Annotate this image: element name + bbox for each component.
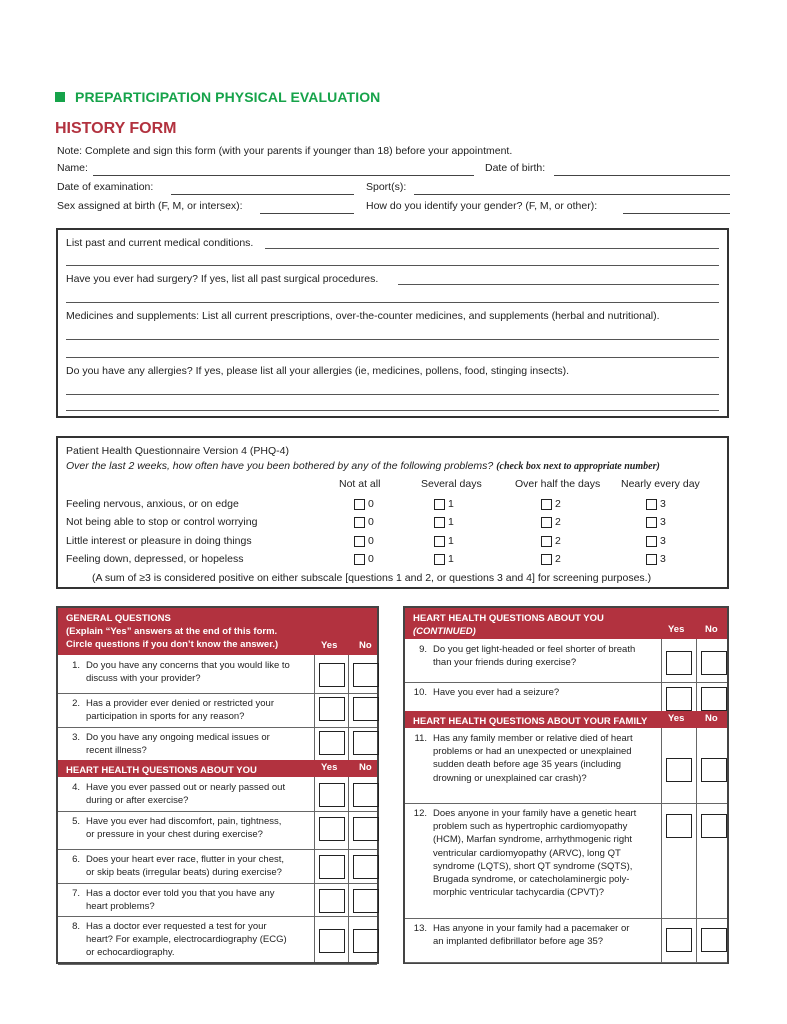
phq-score-label: 2 bbox=[555, 498, 561, 510]
phq-item-4-score-0-checkbox[interactable] bbox=[354, 554, 365, 565]
heart-q4-yes-checkbox[interactable] bbox=[319, 783, 345, 807]
phq-item-label: Feeling nervous, anxious, or on edge bbox=[66, 498, 239, 510]
section-header-text: (Explain “Yes” answers at the end of this form. bbox=[66, 626, 278, 637]
phq-footnote: (A sum of ≥3 is considered positive on either subscale [questions 1 and 2, or questions 3 and 4] for screening purposes.) bbox=[92, 572, 652, 584]
heart-q7-yes-checkbox[interactable] bbox=[319, 889, 345, 913]
heart-q6-no-checkbox[interactable] bbox=[353, 855, 379, 879]
field-row-exam bbox=[57, 181, 730, 197]
question-line: heart? For example, electrocardiography (ECG) bbox=[86, 934, 287, 946]
phq-title: Patient Health Questionnaire Version 4 (PHQ-4) bbox=[66, 445, 289, 457]
surgery-field-line2[interactable] bbox=[66, 302, 719, 303]
phq-item-label: Feeling down, depressed, or hopeless bbox=[66, 553, 244, 565]
row-divider bbox=[405, 918, 727, 919]
phq-item-1-score-0-checkbox[interactable] bbox=[354, 499, 365, 510]
general-q3-no-checkbox[interactable] bbox=[353, 731, 379, 755]
medical-history-box bbox=[56, 228, 729, 418]
allergies-field-line1[interactable] bbox=[66, 394, 719, 395]
gender-field[interactable] bbox=[623, 213, 730, 214]
allergies-field-line2[interactable] bbox=[66, 410, 719, 411]
question-line: Have you ever had a seizure? bbox=[433, 687, 560, 698]
yes-column-header: Yes bbox=[321, 640, 338, 651]
family-questions-header bbox=[405, 711, 727, 728]
question-line: problems or had an unexpected or unexplained bbox=[433, 746, 632, 758]
section-header-text: GENERAL QUESTIONS bbox=[66, 613, 171, 624]
sports-field[interactable] bbox=[414, 194, 730, 195]
green-square-icon bbox=[55, 92, 65, 102]
phq-item-2-score-0-checkbox[interactable] bbox=[354, 517, 365, 528]
phq-instruction: (check box next to appropriate number) bbox=[496, 461, 660, 472]
phq-score-label: 3 bbox=[660, 516, 666, 528]
row-divider bbox=[405, 682, 727, 683]
row-divider bbox=[58, 693, 377, 694]
row-divider bbox=[405, 962, 727, 963]
phq-item-3-score-2-checkbox[interactable] bbox=[541, 536, 552, 547]
phq-score-label: 2 bbox=[555, 553, 561, 565]
question-number: 9. bbox=[419, 644, 427, 655]
question-number: 3. bbox=[72, 732, 80, 743]
yes-column-header: Yes bbox=[321, 762, 338, 773]
medicines-field-line2[interactable] bbox=[66, 357, 719, 358]
row-divider bbox=[58, 849, 377, 850]
phq-item-4-score-2-checkbox[interactable] bbox=[541, 554, 552, 565]
question-line: drowning or unexplained car crash)? bbox=[433, 772, 587, 784]
question-number: 13. bbox=[413, 923, 427, 934]
question-line: an implanted defibrillator before age 35? bbox=[433, 936, 604, 948]
row-divider bbox=[58, 883, 377, 884]
phq4-box bbox=[56, 436, 729, 589]
conditions-label: List past and current medical conditions. bbox=[66, 237, 254, 249]
gender-label: How do you identify your gender? (F, M, or other): bbox=[366, 200, 598, 212]
heart-q7-no-checkbox[interactable] bbox=[353, 889, 379, 913]
question-line: heart problems? bbox=[86, 901, 155, 913]
phq-item-2-score-3-checkbox[interactable] bbox=[646, 517, 657, 528]
surgery-label: Have you ever had surgery? If yes, list all past surgical procedures. bbox=[66, 273, 379, 285]
question-number: 2. bbox=[72, 698, 80, 709]
heart-q8-yes-checkbox[interactable] bbox=[319, 929, 345, 953]
yes-column-header: Yes bbox=[668, 713, 685, 724]
question-line: Have you ever passed out or nearly passed out bbox=[86, 782, 286, 793]
question-line: Do you have any ongoing medical issues or bbox=[86, 732, 270, 743]
phq-score-label: 1 bbox=[448, 498, 454, 510]
general-questions-table bbox=[56, 606, 379, 964]
general-q2-yes-checkbox[interactable] bbox=[319, 697, 345, 721]
row-divider bbox=[58, 811, 377, 812]
phq-col-2: Over half the days bbox=[515, 478, 601, 490]
section-header bbox=[55, 88, 380, 106]
general-q3-yes-checkbox[interactable] bbox=[319, 731, 345, 755]
column-divider bbox=[661, 608, 662, 962]
phq-score-label: 1 bbox=[448, 516, 454, 528]
phq-item-1-score-2-checkbox[interactable] bbox=[541, 499, 552, 510]
heart-q6-yes-checkbox[interactable] bbox=[319, 855, 345, 879]
question-line: recent illness? bbox=[86, 745, 147, 757]
sex-label: Sex assigned at birth (F, M, or intersex): bbox=[57, 200, 243, 212]
field-row-sex bbox=[57, 200, 730, 216]
heart-q10-no-checkbox[interactable] bbox=[701, 687, 727, 711]
surgery-field[interactable] bbox=[398, 284, 719, 285]
conditions-field-line2[interactable] bbox=[66, 265, 719, 266]
question-line: than your friends during exercise? bbox=[433, 657, 577, 669]
sex-field[interactable] bbox=[260, 213, 354, 214]
column-divider bbox=[314, 608, 315, 962]
question-number: 6. bbox=[72, 854, 80, 865]
section-header-text: HEART HEALTH QUESTIONS ABOUT YOUR FAMILY bbox=[413, 716, 648, 727]
phq-score-label: 3 bbox=[660, 498, 666, 510]
family-q11-no-checkbox[interactable] bbox=[701, 758, 727, 782]
question-line: during or after exercise? bbox=[86, 795, 189, 807]
phq-score-label: 3 bbox=[660, 553, 666, 565]
phq-score-label: 1 bbox=[448, 535, 454, 547]
question-line: Brugada syndrome, or catecholaminergic poly- bbox=[433, 874, 630, 886]
phq-score-label: 0 bbox=[368, 553, 374, 565]
question-number: 8. bbox=[72, 921, 80, 932]
phq-score-label: 3 bbox=[660, 535, 666, 547]
allergies-label: Do you have any allergies? If yes, please list all your allergies (ie, medicines, pollens, food, stinging insects). bbox=[66, 365, 570, 377]
dob-label: Date of birth: bbox=[485, 162, 546, 174]
phq-item-3-score-1-checkbox[interactable] bbox=[434, 536, 445, 547]
question-line: Do you have any concerns that you would like to bbox=[86, 660, 290, 671]
phq-item-3-score-0-checkbox[interactable] bbox=[354, 536, 365, 547]
name-label: Name: bbox=[57, 162, 88, 174]
question-line: Have you ever had discomfort, pain, tightness, bbox=[86, 816, 282, 827]
section-title: PREPARTICIPATION PHYSICAL EVALUATION bbox=[75, 89, 381, 105]
general-q1-no-checkbox[interactable] bbox=[353, 663, 379, 687]
question-line: problem such as hypertrophic cardiomyopathy bbox=[433, 821, 628, 833]
family-q13-no-checkbox[interactable] bbox=[701, 928, 727, 952]
question-number: 11. bbox=[414, 733, 427, 744]
question-line: participation in sports for any reason? bbox=[86, 711, 245, 723]
question-line: Has a doctor ever told you that you have any bbox=[86, 888, 275, 899]
phq-score-label: 2 bbox=[555, 535, 561, 547]
family-q12-yes-checkbox[interactable] bbox=[666, 814, 692, 838]
column-divider bbox=[348, 608, 349, 962]
exam-date-field[interactable] bbox=[171, 194, 354, 195]
heart-questions-header bbox=[58, 760, 377, 777]
section-header-text: HEART HEALTH QUESTIONS ABOUT YOU bbox=[66, 765, 257, 776]
conditions-field[interactable] bbox=[265, 248, 719, 249]
form-title: HISTORY FORM bbox=[55, 120, 177, 137]
question-line: Has a provider ever denied or restricted your bbox=[86, 698, 274, 709]
row-divider bbox=[58, 964, 377, 965]
question-line: Does anyone in your family have a genetic heart bbox=[433, 808, 637, 819]
phq-score-label: 2 bbox=[555, 516, 561, 528]
phq-item-1-score-3-checkbox[interactable] bbox=[646, 499, 657, 510]
family-q13-yes-checkbox[interactable] bbox=[666, 928, 692, 952]
phq-score-label: 0 bbox=[368, 516, 374, 528]
general-questions-header bbox=[58, 608, 377, 655]
phq-item-label: Not being able to stop or control worrying bbox=[66, 516, 258, 528]
sports-label: Sport(s): bbox=[366, 181, 407, 193]
general-q2-no-checkbox[interactable] bbox=[353, 697, 379, 721]
row-divider bbox=[58, 727, 377, 728]
question-line: discuss with your provider? bbox=[86, 673, 201, 685]
phq-col-3: Nearly every day bbox=[621, 478, 700, 490]
question-line: or echocardiography. bbox=[86, 947, 175, 959]
question-line: or skip beats (irregular beats) during exercise? bbox=[86, 867, 282, 879]
heart-q4-no-checkbox[interactable] bbox=[353, 783, 379, 807]
question-number: 12. bbox=[413, 808, 427, 819]
medicines-field-line1[interactable] bbox=[66, 339, 719, 340]
heart-continued-header bbox=[405, 608, 727, 639]
no-column-header: No bbox=[705, 713, 718, 724]
phq-subtitle: Over the last 2 weeks, how often have you been bothered by any of the following problems? bbox=[66, 460, 494, 472]
no-column-header: No bbox=[359, 640, 372, 651]
medicines-label: Medicines and supplements: List all current prescriptions, over-the-counter medicines, and supplements (herbal and nutritional). bbox=[66, 310, 660, 322]
question-number: 7. bbox=[72, 888, 80, 899]
name-field[interactable] bbox=[93, 175, 474, 176]
heart-q5-yes-checkbox[interactable] bbox=[319, 817, 345, 841]
dob-field[interactable] bbox=[554, 175, 730, 176]
heart-q9-yes-checkbox[interactable] bbox=[666, 651, 692, 675]
row-divider bbox=[58, 916, 377, 917]
question-line: Has a doctor ever requested a test for your bbox=[86, 921, 267, 932]
heart-q5-no-checkbox[interactable] bbox=[353, 817, 379, 841]
question-number: 5. bbox=[72, 816, 80, 827]
question-line: Do you get light-headed or feel shorter of breath bbox=[433, 644, 636, 655]
question-line: (HCM), Marfan syndrome, arrhythmogenic right bbox=[433, 834, 633, 846]
heart-q10-yes-checkbox[interactable] bbox=[666, 687, 692, 711]
family-q11-yes-checkbox[interactable] bbox=[666, 758, 692, 782]
phq-item-label: Little interest or pleasure in doing things bbox=[66, 535, 252, 547]
phq-item-2-score-2-checkbox[interactable] bbox=[541, 517, 552, 528]
phq-item-2-score-1-checkbox[interactable] bbox=[434, 517, 445, 528]
general-q1-yes-checkbox[interactable] bbox=[319, 663, 345, 687]
phq-item-4-score-3-checkbox[interactable] bbox=[646, 554, 657, 565]
question-line: Has any family member or relative died of heart bbox=[433, 733, 633, 744]
column-divider bbox=[696, 608, 697, 962]
family-questions-table bbox=[403, 606, 729, 964]
form-note: Note: Complete and sign this form (with your parents if younger than 18) before your appointment. bbox=[57, 145, 513, 157]
section-header-text: Circle questions if you don’t know the answer.) bbox=[66, 639, 279, 650]
question-number: 10. bbox=[413, 687, 427, 698]
question-line: Has anyone in your family had a pacemaker or bbox=[433, 923, 630, 934]
section-header-text: (CONTINUED) bbox=[413, 626, 476, 637]
phq-score-label: 0 bbox=[368, 498, 374, 510]
yes-column-header: Yes bbox=[668, 624, 685, 635]
phq-score-label: 1 bbox=[448, 553, 454, 565]
question-line: Does your heart ever race, flutter in your chest, bbox=[86, 854, 285, 865]
exam-date-label: Date of examination: bbox=[57, 181, 154, 193]
field-row-name bbox=[57, 162, 730, 178]
question-line: sudden death before age 35 years (including bbox=[433, 759, 622, 771]
phq-subtitle-row bbox=[66, 460, 660, 472]
phq-item-3-score-3-checkbox[interactable] bbox=[646, 536, 657, 547]
phq-col-0: Not at all bbox=[339, 478, 381, 490]
no-column-header: No bbox=[705, 624, 718, 635]
heart-q9-no-checkbox[interactable] bbox=[701, 651, 727, 675]
question-line: or pressure in your chest during exercise? bbox=[86, 829, 263, 841]
phq-item-1-score-1-checkbox[interactable] bbox=[434, 499, 445, 510]
question-number: 4. bbox=[72, 782, 80, 793]
question-line: morphic ventricular tachycardia (CPVT)? bbox=[433, 887, 605, 899]
family-q12-no-checkbox[interactable] bbox=[701, 814, 727, 838]
question-line: syndrome (LQTS), short QT syndrome (SQTS), bbox=[433, 860, 633, 872]
phq-col-1: Several days bbox=[421, 478, 482, 490]
heart-q8-no-checkbox[interactable] bbox=[353, 929, 379, 953]
row-divider bbox=[405, 803, 727, 804]
phq-score-label: 0 bbox=[368, 535, 374, 547]
phq-item-4-score-1-checkbox[interactable] bbox=[434, 554, 445, 565]
question-number: 1. bbox=[72, 660, 80, 671]
section-header-text: HEART HEALTH QUESTIONS ABOUT YOU bbox=[413, 613, 604, 624]
no-column-header: No bbox=[359, 762, 372, 773]
question-line: ventricular cardiomyopathy (ARVC), long QT bbox=[433, 847, 621, 859]
